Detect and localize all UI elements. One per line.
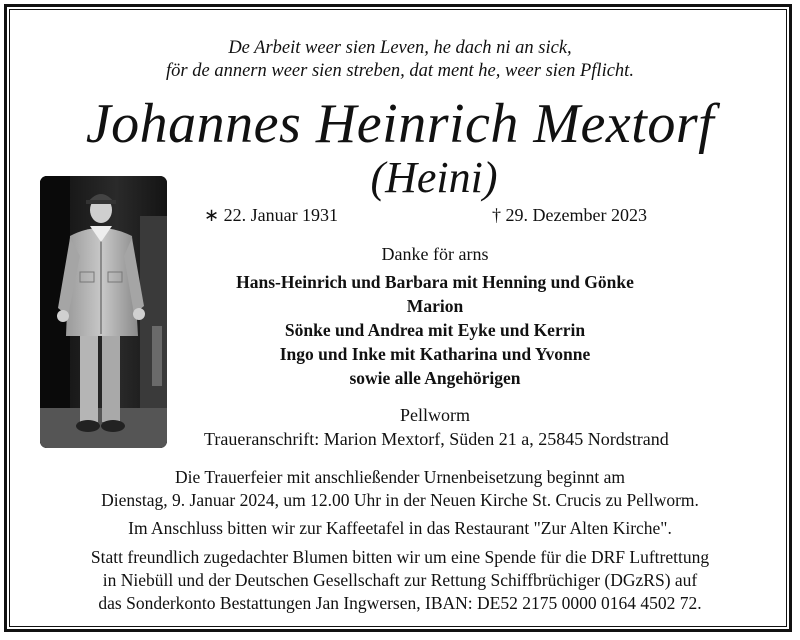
nickname: (Heini) [370,153,498,202]
family-line: Hans-Heinrich und Barbara mit Henning und Gönke [236,272,634,292]
death-date: † 29. Dezember 2023 [492,205,647,225]
coffee-line: Im Anschluss bitten wir zur Kaffeetafel in das Restaurant "Zur Alten Kirche". [128,518,672,538]
place: Pellworm [400,405,470,425]
donation-line-3: das Sonderkonto Bestattungen Jan Ingwersen, IBAN: DE52 2175 0000 0164 4502 72. [98,593,702,613]
thanks-line: Danke för arns [381,244,489,264]
donation-line-1: Statt freundlich zugedachter Blumen bitten wir um eine Spende für die DRF Luftrettung [90,547,710,567]
mourning-address: Traueranschrift: Marion Mextorf, Süden 21 a, 25845 Nordstrand [204,429,669,449]
birth-date: ∗ 22. Januar 1931 [204,205,339,225]
portrait-photo [40,176,167,448]
family-line: sowie alle Angehörigen [349,368,521,388]
motto-line-1: De Arbeit weer sien Leven, he dach ni an sick, [228,38,572,58]
donation-line-2: in Niebüll und der Deutschen Gesellschaft zur Rettung Schiffbrüchiger (DGzRS) auf [102,570,698,590]
motto-line-2: för de annern weer sien streben, dat ment he, weer sien Pflicht. [166,61,634,81]
family-line: Marion [406,296,464,316]
deceased-name: Johannes Heinrich Mextorf [85,93,715,155]
funeral-line-2: Dienstag, 9. Januar 2024, um 12.00 Uhr in der Neuen Kirche St. Crucis zu Pellworm. [101,490,699,510]
funeral-line-1: Die Trauerfeier mit anschließender Urnenbeisetzung beginnt am [175,467,625,487]
family-line: Sönke und Andrea mit Eyke und Kerrin [284,320,586,340]
family-line: Ingo und Inke mit Katharina und Yvonne [279,344,591,364]
